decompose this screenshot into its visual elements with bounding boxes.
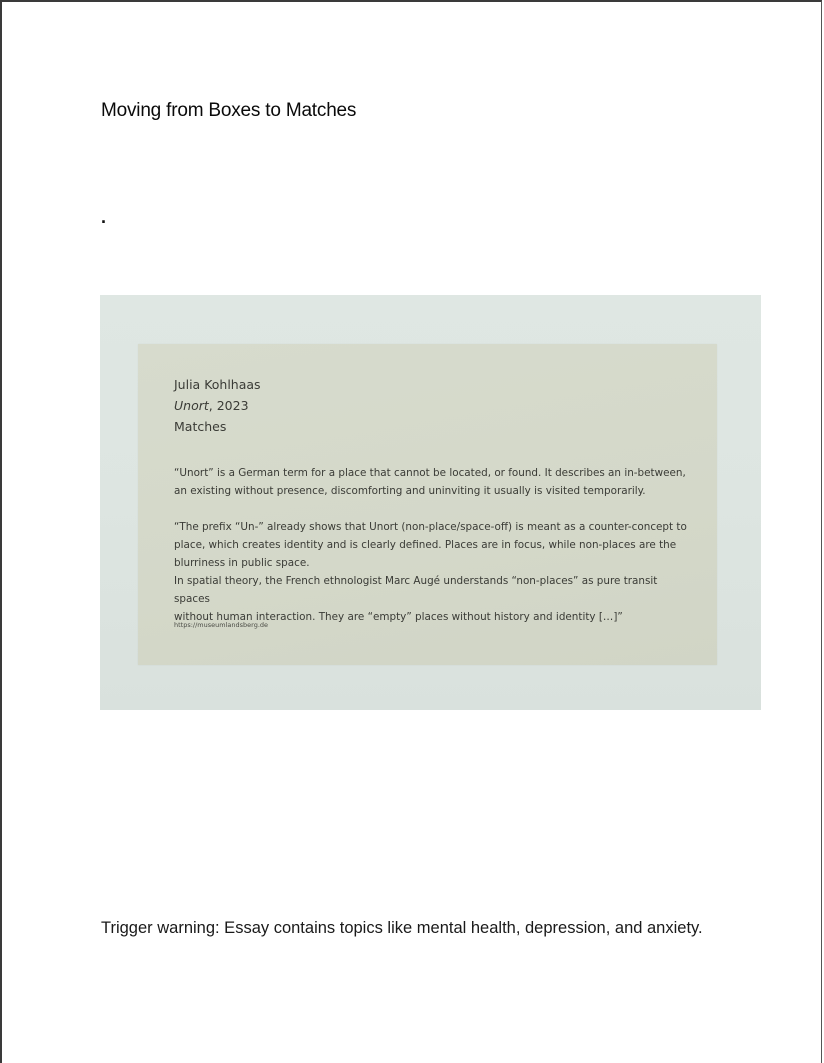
- paragraph-line: “The prefix “Un-” already shows that Unort (non-place/space-off) is meant as a counter-concept to: [174, 521, 687, 533]
- paragraph-line: “Unort” is a German term for a place that cannot be located, or found. It describes an in-between,: [174, 467, 686, 479]
- paragraph-line: In spatial theory, the French ethnologist Marc Augé understands “non-places” as pure transit spaces: [174, 575, 658, 605]
- trigger-warning: Trigger warning: Essay contains topics like mental health, depression, and anxiety.: [101, 919, 703, 937]
- source-url: https://museumlandsberg.de: [174, 621, 269, 629]
- artwork-title: [174, 398, 694, 413]
- paragraph-line: blurriness in public space.: [174, 557, 310, 569]
- artwork-medium: Matches: [174, 419, 227, 434]
- paragraph-line: without human interaction. They are “empty” places without history and identity […]”: [174, 611, 623, 623]
- artwork-label-photo: [100, 295, 761, 710]
- stray-mark: .: [101, 207, 107, 227]
- artwork-title-name: Unort: [174, 398, 209, 413]
- label-paragraph-2: [174, 518, 694, 626]
- paragraph-line: place, which creates identity and is clearly defined. Places are in focus, while non-places are the: [174, 539, 677, 551]
- museum-label-card: [138, 344, 717, 665]
- page-title: Moving from Boxes to Matches: [101, 100, 357, 121]
- artist-name: Julia Kohlhaas: [174, 377, 261, 392]
- artwork-year: , 2023: [208, 398, 249, 413]
- paragraph-line: an existing without presence, discomforting and uninviting it usually is visited temporarily.: [174, 485, 646, 497]
- label-paragraph-1: [174, 464, 694, 500]
